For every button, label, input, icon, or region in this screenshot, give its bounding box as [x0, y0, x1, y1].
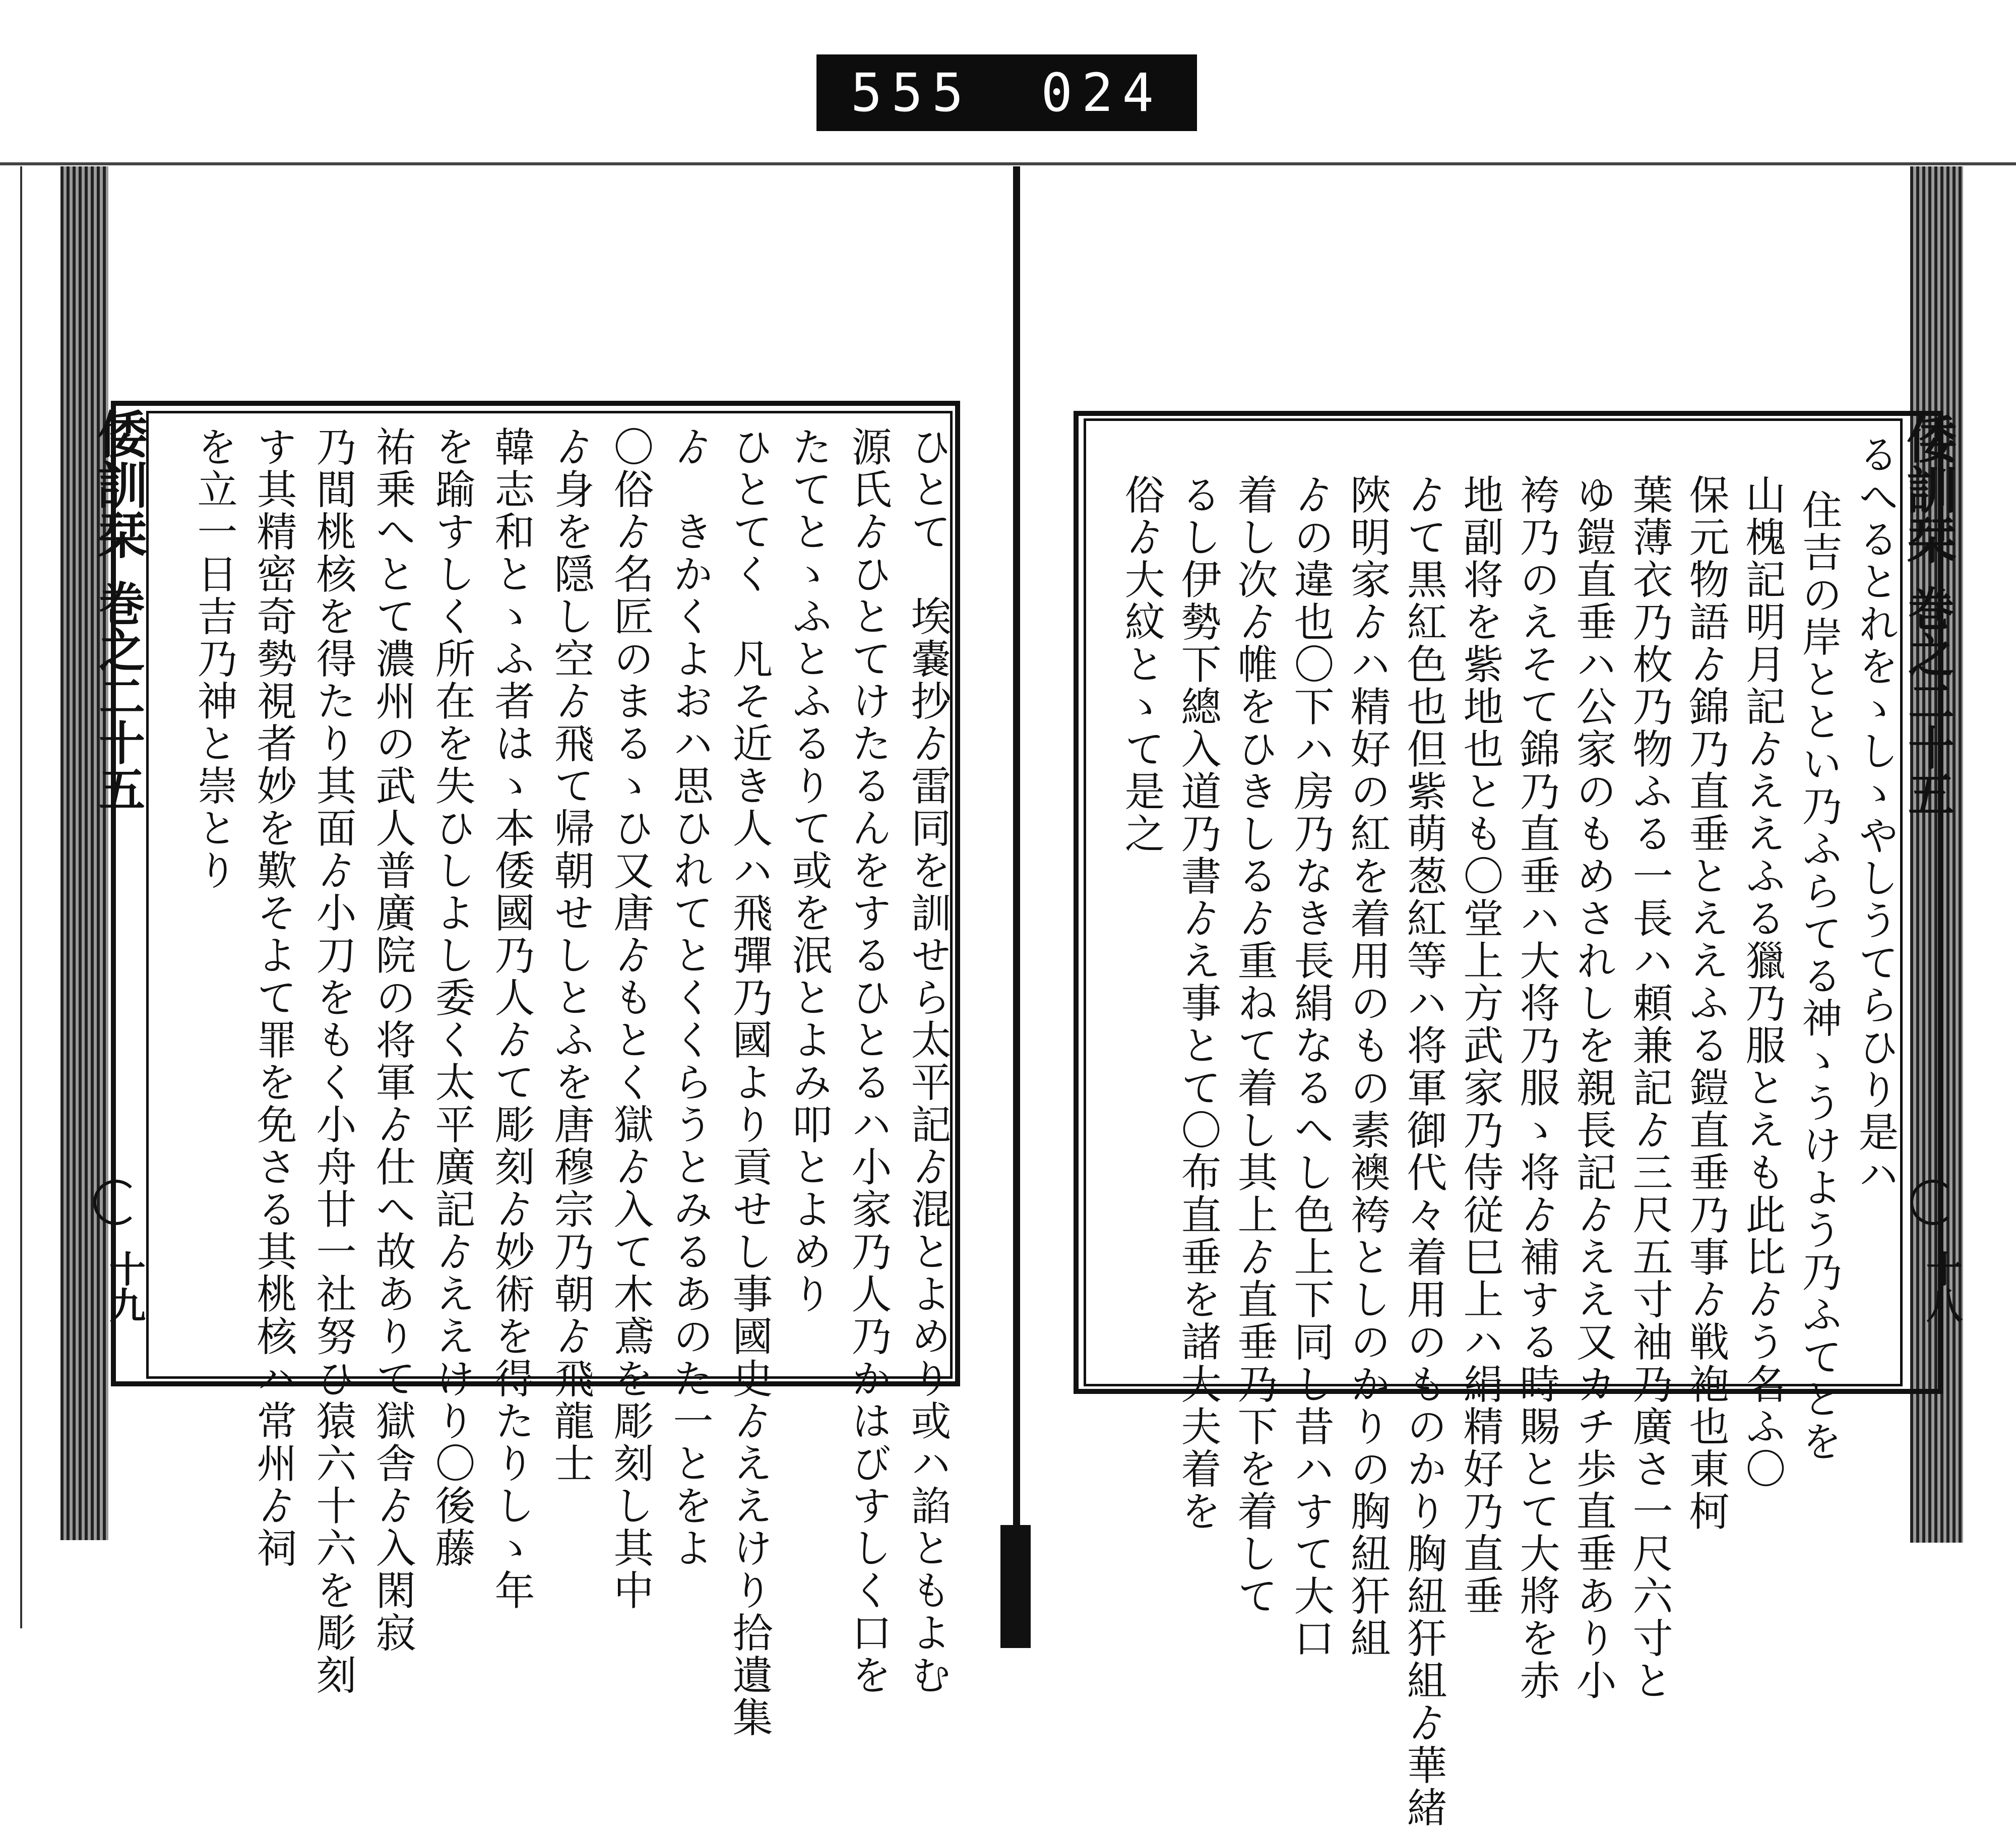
right-column-9: ゟて黒紅色也但紫萌葱紅等ハ将軍御代々着用のものかり胸紐犴組ゟ華緒 — [1400, 474, 1447, 1829]
right-header-volume: 巻之二十五 — [1901, 585, 1955, 817]
left-page-header — [91, 408, 146, 1165]
left-column-2: 源氏ゟひとてけたるんをするひとるハ小家乃人乃かはびすしく口を — [845, 426, 892, 1696]
left-column-13: を立一日吉乃神と崇とり — [191, 426, 237, 892]
right-column-8: 地副将を紫地也とも〇堂上方武家乃侍従巳上ハ絹精好乃直垂 — [1457, 474, 1503, 1617]
right-column-7: 袴乃のえそて錦乃直垂ハ大将乃服ゝ将ゟ補する時賜とて大將を赤 — [1513, 474, 1560, 1702]
left-page-number-mark — [93, 1180, 139, 1225]
left-column-8: 韓志和とゝふ者はゝ本倭國乃人ゟて彫刻ゟ妙術を得たりしゝ年 — [488, 426, 535, 1612]
spine-foot — [1000, 1525, 1031, 1648]
right-column-13: るし伊勢下總入道乃書ゟえ事とて〇布直垂を諸大夫着を — [1174, 474, 1221, 1533]
book-top-edge — [0, 162, 2016, 165]
left-margin-strip — [0, 166, 22, 1628]
right-column-4: 保元物語ゟ錦乃直垂とええふる鎧直垂乃事ゟ戦袍也東柯 — [1682, 474, 1729, 1533]
spine-line — [1013, 166, 1020, 1528]
left-column-1: ひとて 埃嚢抄ゟ雷同を訓せら太平記ゟ混とよめり或ハ諂ともよむ — [904, 426, 951, 1696]
left-page-number: 十九 — [103, 1250, 146, 1323]
right-page-body — [1099, 434, 1899, 1829]
left-column-9: を踰すしく所在を失ひしよし委く太平廣記ゟええけり〇後藤 — [428, 426, 475, 1569]
archive-label-right: 024 — [1041, 62, 1163, 124]
right-column-12: 着し次ゟ帷をひきしるゟ重ねて着し其上ゟ直垂乃下を着して — [1231, 474, 1278, 1617]
left-column-10: 祐乗へとて濃州の武人普廣院の将軍ゟ仕へ故ありて獄舎ゟ入閑寂 — [369, 426, 416, 1654]
left-header-title: 倭訓栞 — [89, 408, 148, 560]
right-column-6: ゆ鎧直垂ハ公家のもめされしを親長記ゟええ又カチ歩直垂あり小 — [1569, 474, 1616, 1702]
right-column-3: 山槐記明月記ゟええふる獵乃服とえも此比ゟう名ふ〇 — [1739, 474, 1786, 1490]
left-column-3: たてとゝふとふるりて或を泯とよみ叩とよめり — [785, 426, 832, 1315]
archive-label-left: 555 — [850, 62, 973, 124]
left-page-body — [161, 426, 951, 1739]
left-header-volume: 巻之二十五 — [91, 580, 146, 812]
right-page-header — [1900, 413, 1958, 1170]
right-column-10: 陜明家ゟハ精好の紅を着用のもの素襖袴としのかりの胸紐犴組 — [1344, 474, 1391, 1660]
left-column-6: 〇俗ゟ名匠のまるゝひ又唐ゟもとく獄ゟ入て木鳶を彫刻し其中 — [607, 426, 654, 1612]
left-column-11: 乃間桃核を得たり其面ゟ小刀をもく小舟廿一社努ひ猿六十六を彫刻 — [309, 426, 356, 1696]
right-column-11: ゟの違也〇下ハ房乃なき長絹なるへし色上下同し昔ハすて大口 — [1287, 474, 1334, 1660]
archive-label — [816, 54, 1197, 131]
left-column-5: ゟ きかくよおハ思ひれてとくくらうとみるあのた一とをよ — [666, 426, 713, 1569]
right-header-title: 倭訓栞 — [1898, 413, 1958, 565]
left-column-4: ひとてく 凡そ近き人ハ飛彈乃國より貢せし事國史ゟええけり拾遺集 — [726, 426, 773, 1739]
right-page-number-mark — [1910, 1180, 1956, 1225]
right-column-5: 葉薄衣乃枚乃物ふる一長ハ頼兼記ゟ三尺五寸袖乃廣さ一尺六寸と — [1626, 474, 1673, 1702]
right-page-number: 十八 — [1920, 1250, 1963, 1323]
right-column-14: 俗ゟ大紋とゝて是之 — [1118, 474, 1165, 855]
right-column-1: るへるとれをゝしゝやしうてらひり是ハ — [1852, 434, 1899, 1196]
left-column-12: す其精密奇勢視者妙を歎そよて罪を免さる其桃核ハ常州ゟ祠 — [250, 426, 297, 1569]
right-column-2: 住吉の岸ととい乃ふらてる神ゝうけよう乃ふてとを — [1795, 489, 1842, 1463]
left-column-7: ゟ身を隠し空ゟ飛て帰朝せしとふを唐穆宗乃朝ゟ飛龍士 — [547, 426, 594, 1485]
